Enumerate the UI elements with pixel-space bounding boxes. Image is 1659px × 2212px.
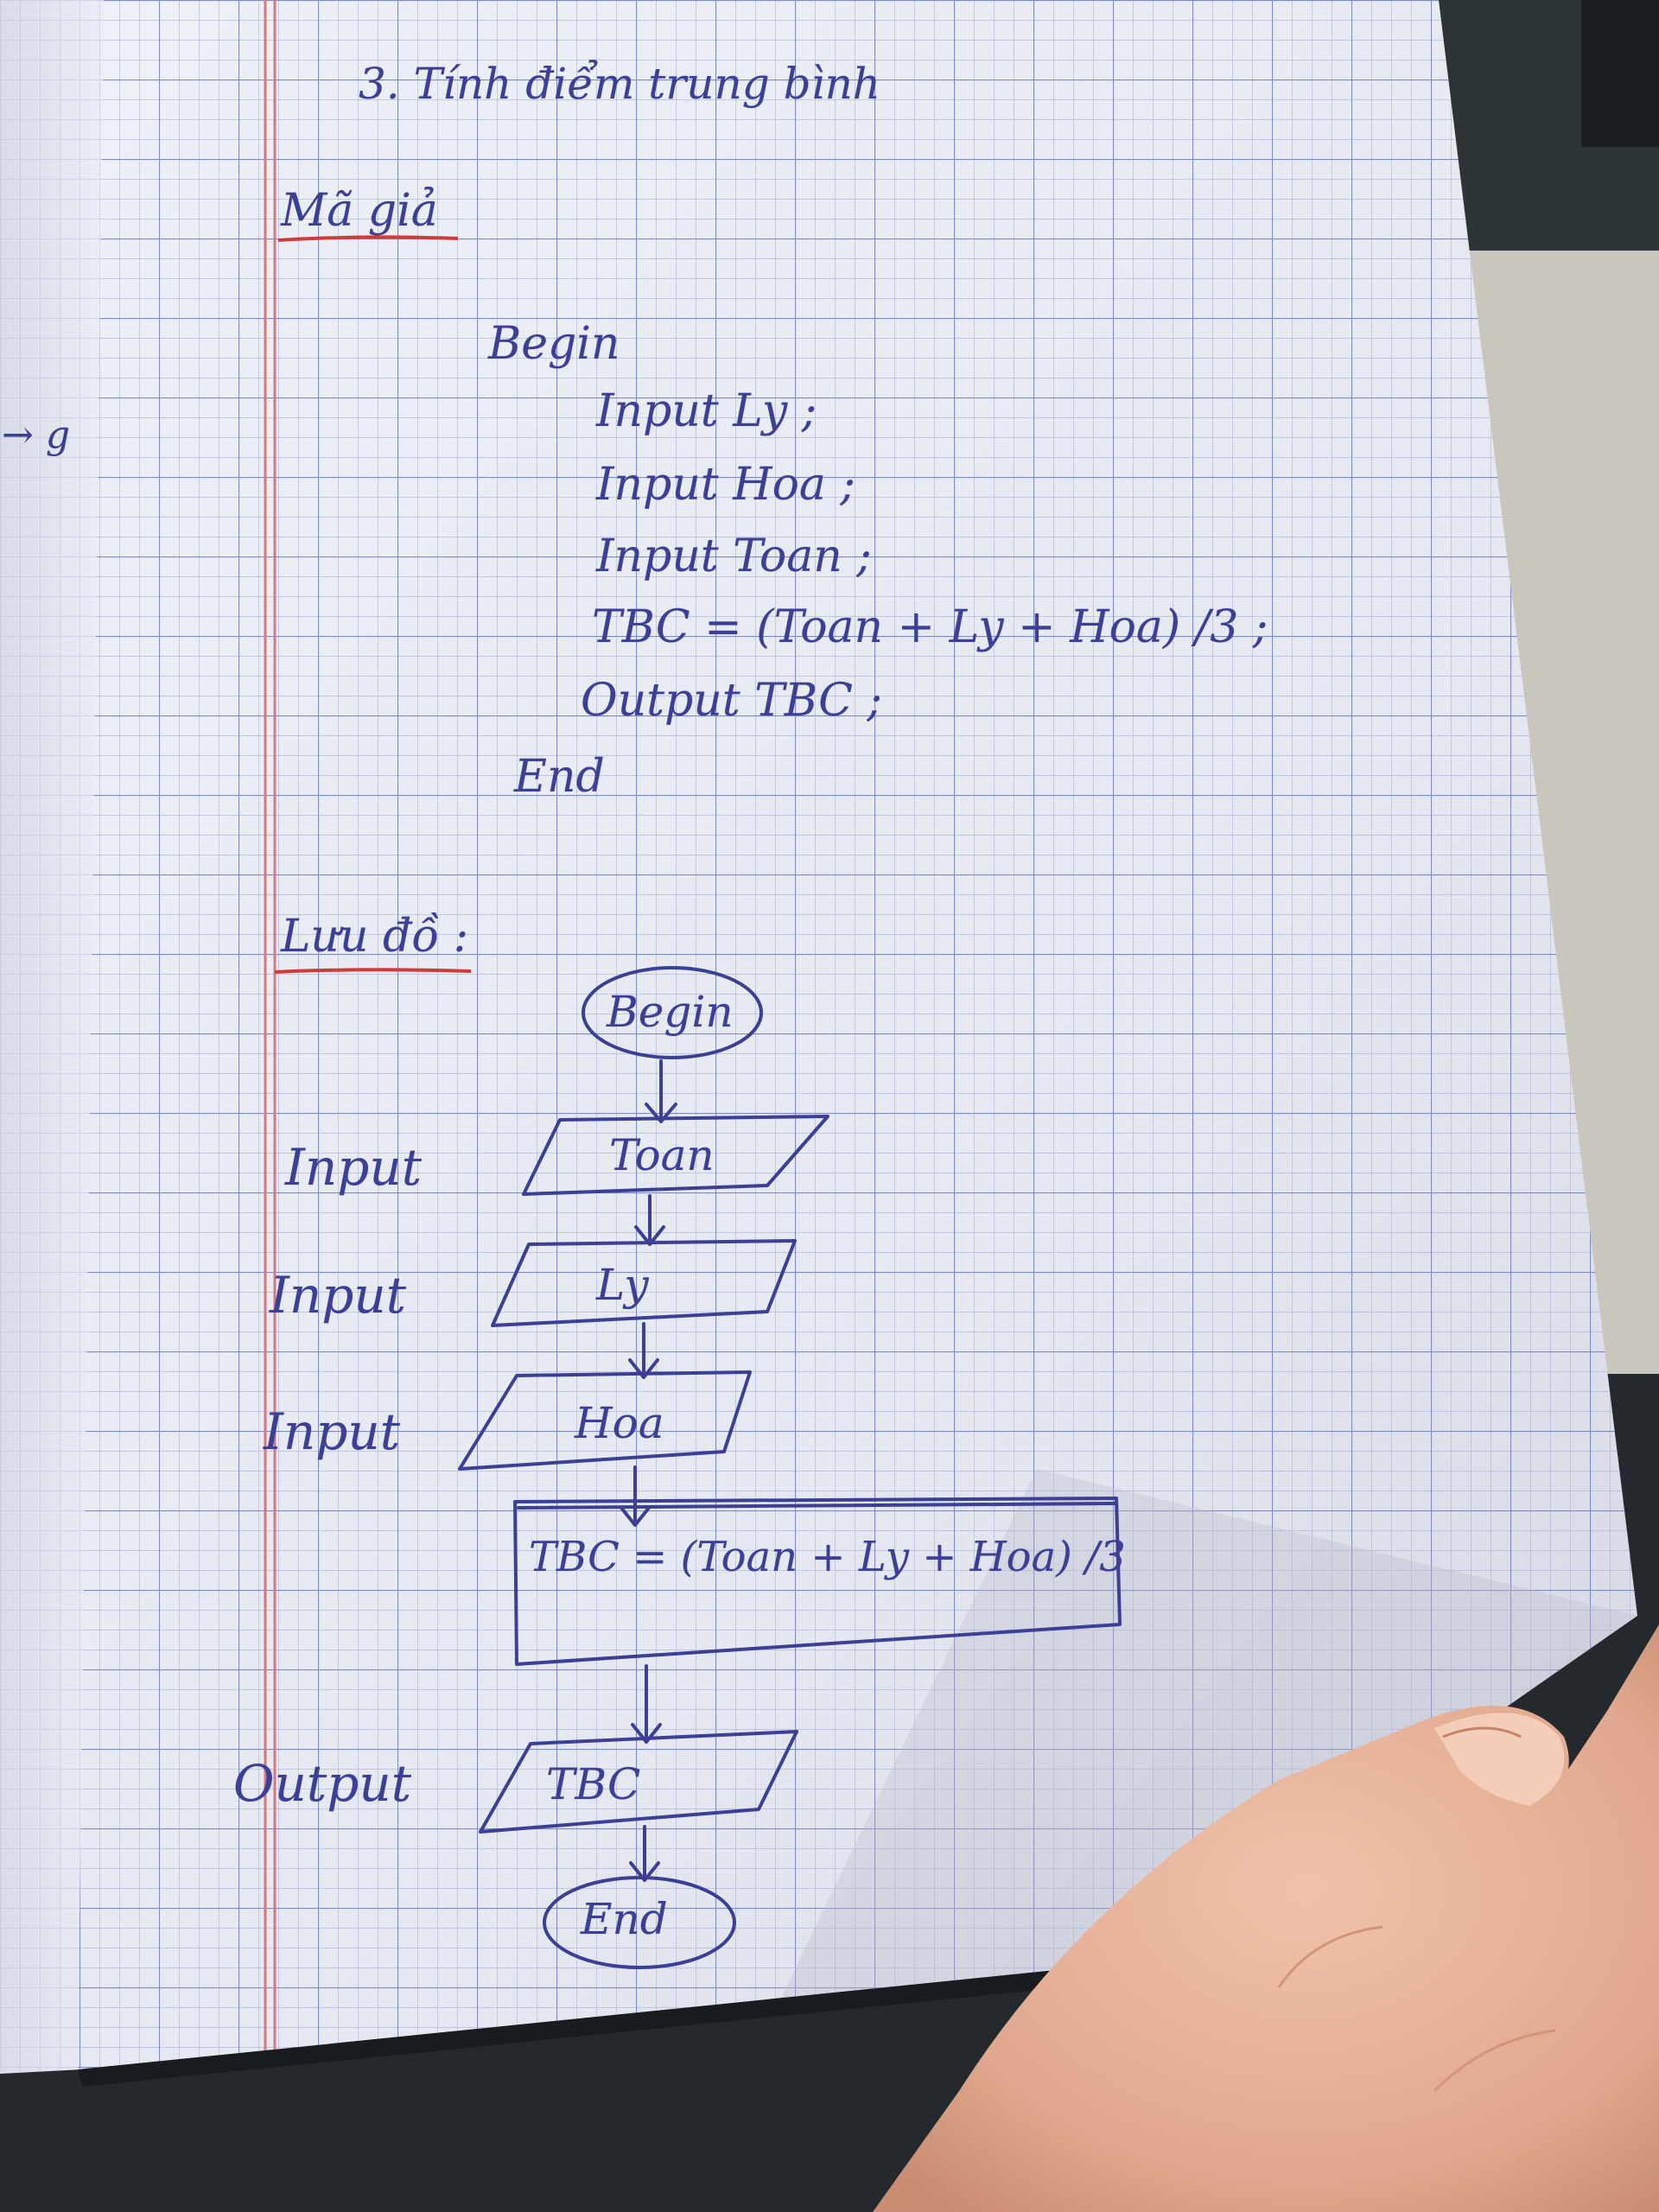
pseudocode-line-end: End <box>514 751 605 803</box>
pseudocode-line-begin: Begin <box>488 318 620 370</box>
pseudocode-line-input-toan: Input Toan ; <box>596 531 872 582</box>
pseudocode-line-output: Output TBC ; <box>581 675 882 727</box>
flowchart-process-label: TBC = (Toan + Ly + Hoa) /3 <box>529 1533 1126 1581</box>
margin-mark: → g <box>2 413 71 457</box>
flowchart-input-label-2: Input <box>270 1266 407 1325</box>
pseudocode-line-tbc: TBC = (Toan + Ly + Hoa) /3 ; <box>592 601 1268 653</box>
flowchart-input-value-ly: Ly <box>596 1260 649 1310</box>
page-title: 3. Tính điểm trung bình <box>359 59 881 109</box>
pseudocode-heading: Mã giả <box>281 185 438 237</box>
flowchart-input-label-1: Input <box>285 1138 423 1197</box>
flowchart-input-label-3: Input <box>264 1402 401 1461</box>
flowchart-output-value: TBC <box>546 1759 641 1809</box>
pseudocode-line-input-hoa: Input Hoa ; <box>596 459 855 511</box>
flowchart-begin-label: Begin <box>607 987 734 1037</box>
flowchart-input-value-hoa: Hoa <box>575 1398 664 1448</box>
pseudocode-line-input-ly: Input Ly ; <box>596 385 817 437</box>
flowchart-output-label: Output <box>233 1754 412 1813</box>
flowchart-end-label: End <box>581 1894 668 1944</box>
flowchart-input-value-toan: Toan <box>609 1130 715 1180</box>
flowchart-heading: Lưu đồ : <box>281 911 469 963</box>
